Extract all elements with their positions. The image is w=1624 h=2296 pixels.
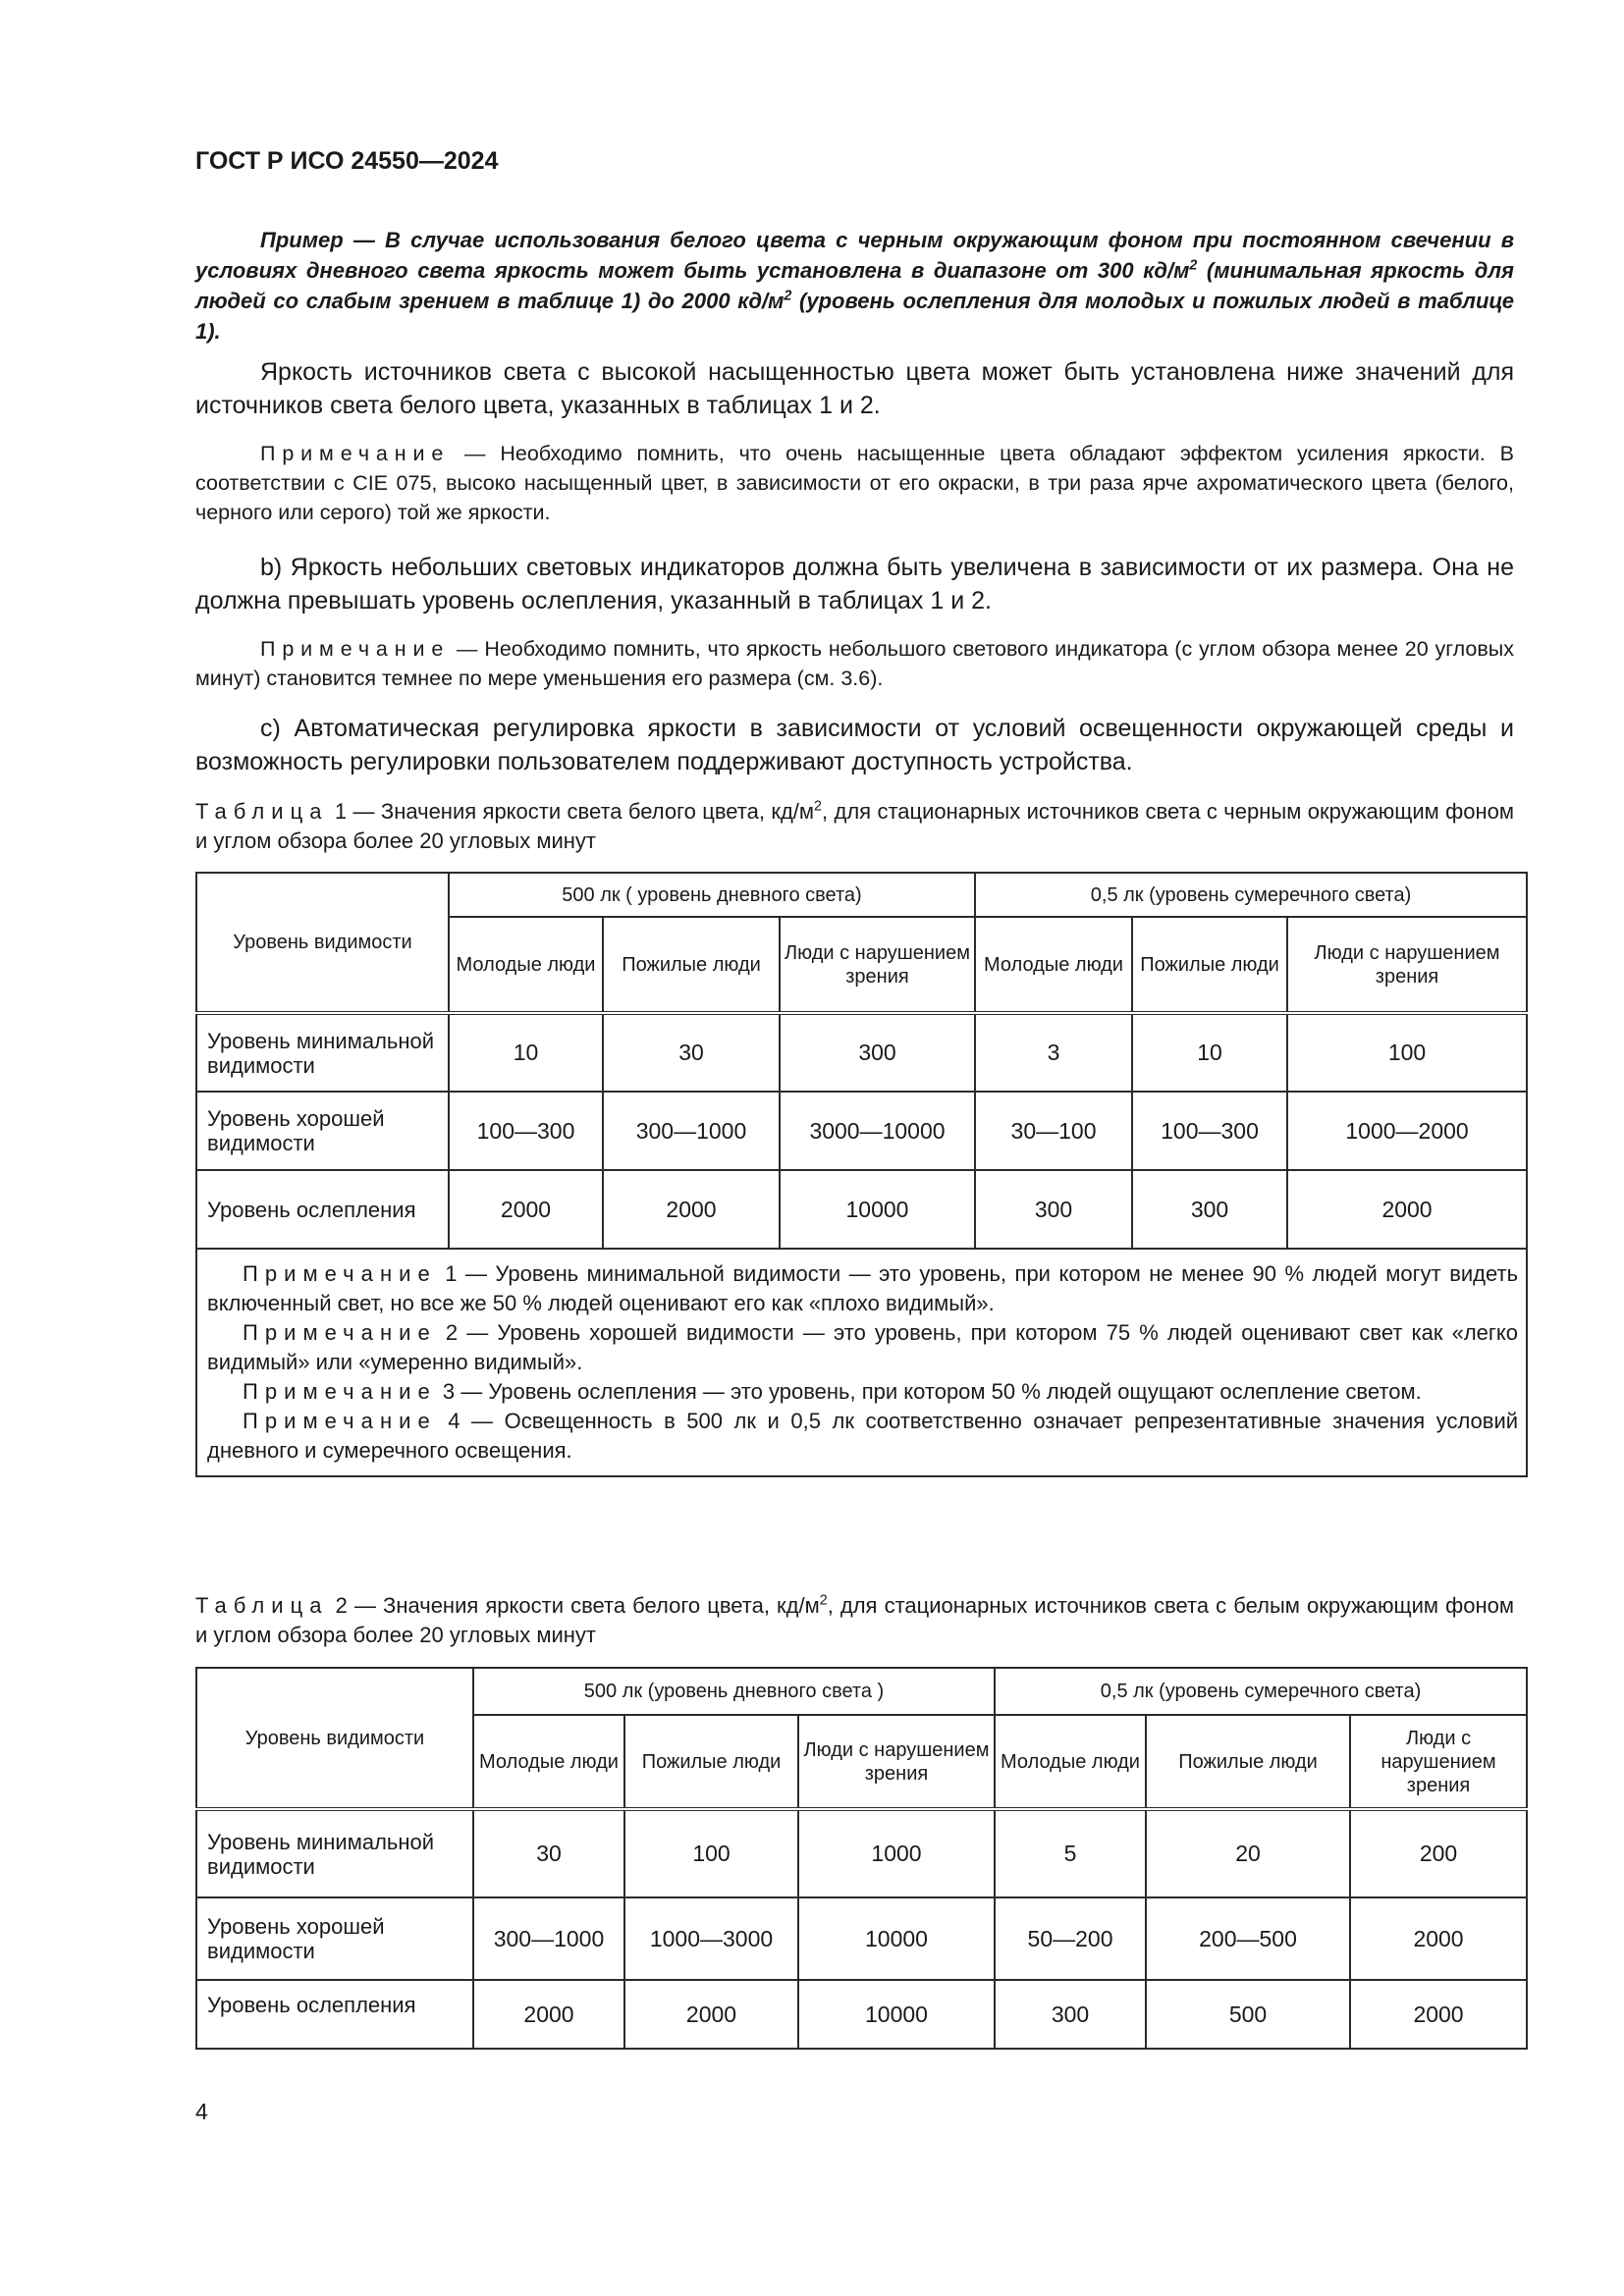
table-cell: 2000	[1350, 1980, 1527, 2049]
table-row	[196, 1092, 1527, 1170]
note-label: Примечание	[243, 1320, 437, 1345]
table-cell: 300	[975, 1170, 1132, 1249]
table-row	[196, 1980, 1527, 2049]
note-text: 3 — Уровень ослепления — это уровень, при котором 50 % людей ощущают ослепление светом.	[436, 1379, 1422, 1404]
note-text: 4 — Освещенность в 500 лк и 0,5 лк соответственно означает репрезентативные значения условий дневного и сумеречного освещения.	[207, 1409, 1519, 1463]
note-small-indicator	[195, 634, 1514, 693]
row-label: Уровень хорошей видимости	[196, 1897, 473, 1980]
table-cell: 10	[1132, 1013, 1287, 1092]
table-cell: 2000	[449, 1170, 603, 1249]
subheader: Пожилые люди	[1132, 917, 1287, 1013]
subheader: Молодые люди	[975, 917, 1132, 1013]
example-text-c: (уровень ослепления для молодых и пожилых людей в таблице 1).	[195, 289, 1514, 344]
table1-caption	[195, 797, 1514, 856]
note-text: — Необходимо помнить, что яркость небольшого светового индикатора (с углом обзора менее 20 угловых минут) становится темнее по мере уменьшения его размера (см. 3.6).	[195, 637, 1514, 690]
subheader: Люди с нарушением зрения	[1350, 1715, 1527, 1809]
header-day-group: 500 лк (уровень дневного света )	[473, 1668, 995, 1715]
superscript: 2	[1189, 257, 1198, 274]
table-cell: 200	[1350, 1809, 1527, 1897]
table-notes-row	[196, 1249, 1527, 1476]
note-text: — Необходимо помнить, что очень насыщенные цвета обладают эффектом усиления яркости. В соответствии с CIE 075, высоко насыщенный цвет, в зависимости от его окраски, в три раза ярче ахроматического цвета (белого, черного или серого) той же яркости.	[195, 442, 1514, 524]
row-label: Уровень минимальной видимости	[196, 1809, 473, 1897]
paragraph-text: b) Яркость небольших световых индикаторов должна быть увеличена в зависимости от их размера. Она не должна превышать уровень ослепления, указанный в таблицах 1 и 2.	[195, 554, 1514, 614]
note-text: 2 — Уровень хорошей видимости — это уровень, при котором 75 % людей оценивают свет как «легко видимый» или «умеренно видимый».	[207, 1320, 1519, 1374]
table1-notes	[196, 1249, 1527, 1476]
table-cell: 20	[1146, 1809, 1350, 1897]
table-cell: 500	[1146, 1980, 1350, 2049]
subheader: Люди с нарушением зрения	[798, 1715, 995, 1809]
table-cell: 1000	[798, 1809, 995, 1897]
example-text-a: — В случае использования белого цвета с черным окружающим фоном при постоянном свечении в условиях дневного света яркость может быть установлена в диапазоне от 300 кд/м	[195, 228, 1514, 283]
table-cell: 30—100	[975, 1092, 1132, 1170]
table-cell: 2000	[473, 1980, 624, 2049]
table-cell: 300	[995, 1980, 1146, 2049]
header-level: Уровень видимости	[196, 1668, 473, 1809]
table-cell: 300—1000	[473, 1897, 624, 1980]
caption-text-b: , для стационарных источников света с черным окружающим фоном и углом обзора более 20 угловых минут	[195, 799, 1514, 853]
document-header: ГОСТ Р ИСО 24550—2024	[195, 147, 499, 175]
table-cell: 3	[975, 1013, 1132, 1092]
header-level: Уровень видимости	[196, 873, 449, 1013]
table-cell: 1000—3000	[624, 1897, 798, 1980]
paragraph-b	[195, 551, 1514, 617]
table-row	[196, 1809, 1527, 1897]
example-text-b: (минимальная яркость для людей со слабым зрением в таблице 1) до 2000 кд/м	[195, 258, 1514, 313]
table-cell: 100	[1287, 1013, 1527, 1092]
note-label: Примечание	[243, 1261, 437, 1286]
table-cell: 3000—10000	[780, 1092, 975, 1170]
note-label: Примечание	[243, 1379, 437, 1404]
table-label: Таблица	[195, 1593, 329, 1618]
note-text: 1 — Уровень минимальной видимости — это уровень, при котором не менее 90 % людей могут видеть включенный свет, но все же 50 % людей оценивают его как «плохо видимый».	[207, 1261, 1519, 1315]
table1	[195, 872, 1528, 1477]
table-cell: 2000	[1350, 1897, 1527, 1980]
caption-text-a: 1 — Значения яркости света белого цвета, кд/м	[328, 799, 815, 824]
paragraph-c	[195, 712, 1514, 778]
table-cell: 10000	[780, 1170, 975, 1249]
table-cell: 100—300	[1132, 1092, 1287, 1170]
subheader: Пожилые люди	[1146, 1715, 1350, 1809]
table-cell: 100—300	[449, 1092, 603, 1170]
superscript: 2	[814, 798, 822, 815]
table-cell: 1000—2000	[1287, 1092, 1527, 1170]
caption-text-b: , для стационарных источников света с белым окружающим фоном и углом обзора более 20 угловых минут	[195, 1593, 1514, 1647]
table-cell: 50—200	[995, 1897, 1146, 1980]
table2-caption	[195, 1591, 1514, 1650]
subheader: Молодые люди	[995, 1715, 1146, 1809]
table-label: Таблица	[195, 799, 329, 824]
table-cell: 2000	[624, 1980, 798, 2049]
table-cell: 2000	[603, 1170, 780, 1249]
paragraph-text: Яркость источников света с высокой насыщенностью цвета может быть установлена ниже значений для источников света белого цвета, указанных в таблицах 1 и 2.	[195, 358, 1514, 419]
note-label: Примечание	[260, 637, 451, 661]
table-row	[196, 1170, 1527, 1249]
superscript: 2	[819, 1592, 828, 1609]
page-number: 4	[195, 2099, 208, 2124]
table-row	[196, 1013, 1527, 1092]
table-cell: 30	[473, 1809, 624, 1897]
table-cell: 10	[449, 1013, 603, 1092]
subheader: Пожилые люди	[603, 917, 780, 1013]
header-day-group: 500 лк ( уровень дневного света)	[449, 873, 975, 917]
note-label: Примечание	[243, 1409, 437, 1433]
table-cell: 10000	[798, 1980, 995, 2049]
header-dusk-group: 0,5 лк (уровень сумеречного света)	[995, 1668, 1527, 1715]
table-cell: 100	[624, 1809, 798, 1897]
superscript: 2	[784, 288, 792, 304]
table-cell: 2000	[1287, 1170, 1527, 1249]
subheader: Молодые люди	[473, 1715, 624, 1809]
table-cell: 200—500	[1146, 1897, 1350, 1980]
example-block	[195, 225, 1514, 347]
example-lead: Пример	[260, 228, 344, 252]
note-label: Примечание	[260, 442, 451, 465]
row-label: Уровень хорошей видимости	[196, 1092, 449, 1170]
table-cell: 5	[995, 1809, 1146, 1897]
paragraph-saturated-colors	[195, 355, 1514, 422]
header-dusk-group: 0,5 лк (уровень сумеречного света)	[975, 873, 1527, 917]
table-cell: 300	[780, 1013, 975, 1092]
table-cell: 30	[603, 1013, 780, 1092]
paragraph-text: c) Автоматическая регулировка яркости в зависимости от условий освещенности окружающей среды и возможность регулировки пользователем поддерживают доступность устройства.	[195, 715, 1514, 775]
row-label: Уровень ослепления	[196, 1170, 449, 1249]
row-label: Уровень ослепления	[196, 1980, 473, 2049]
note-saturated	[195, 439, 1514, 527]
subheader: Молодые люди	[449, 917, 603, 1013]
row-label: Уровень минимальной видимости	[196, 1013, 449, 1092]
table-cell: 300	[1132, 1170, 1287, 1249]
subheader: Люди с нарушением зрения	[780, 917, 975, 1013]
table-row	[196, 1897, 1527, 1980]
table2	[195, 1667, 1528, 2050]
caption-text-a: 2 — Значения яркости света белого цвета, кд/м	[328, 1593, 820, 1618]
subheader: Пожилые люди	[624, 1715, 798, 1809]
subheader: Люди с нарушением зрения	[1287, 917, 1527, 1013]
table-cell: 10000	[798, 1897, 995, 1980]
table-cell: 300—1000	[603, 1092, 780, 1170]
